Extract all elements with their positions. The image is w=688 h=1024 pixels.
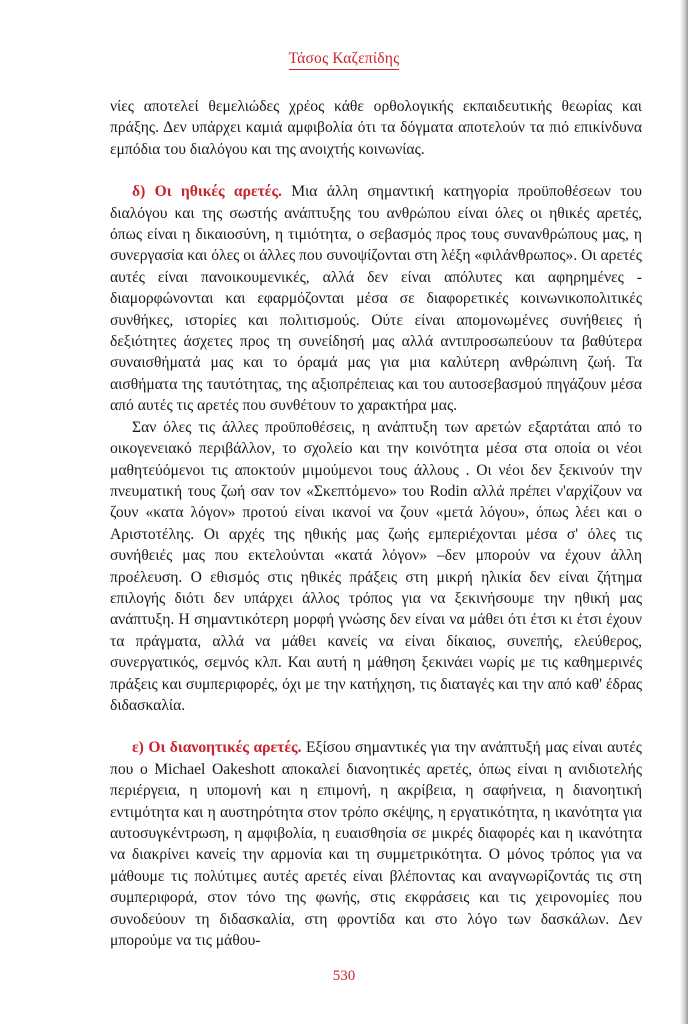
- section-heading-intellectual-virtues: ε) Οι διανοητικές αρετές.: [132, 739, 302, 757]
- page-edge-shadow: [680, 0, 688, 1024]
- body-text: [110, 96, 642, 951]
- running-header-title: Τάσος Καζεπίδης: [289, 50, 400, 70]
- paragraph-text: Μια άλλη σημαντική κατηγορία προϋποθέσεων του διαλόγου και της σωστής ανάπτυξης του ανθρώπου είναι όλες οι ηθικές αρετές, όπως είναι η δικαιοσύνη, η τιμιότητα, ο σεβασμός προς τους συνανθρώπους μας, η συνεργασία και όλες οι άλλες που συνοψίζονται στη λέξη «φιλάνθρωπος». Οι αρετές αυτές είναι πανοικουμενικές, αλλά δεν είναι απόλυτες και αφηρημένες - διαμορφώνονται και εφαρμόζονται μέσα σε διαφορετικές κοινωνικοπολιτικές συνθήκες, ιστορίες και πολιτισμούς. Ούτε είναι απομονωμένες συνήθειες ή δεξιότητες άσχετες προς τη συνείδησή μας αλλά αντιπροσωπεύουν τα βαθύτερα συναισθήματά μας και το όραμά μας για μια καλύτερη ανθρώπινη ζωή. Τα αισθήματα της ταυτότητας, της αξιοπρέπειας και του αυτοσεβασμού πηγάζουν μέσα από αυτές τις αρετές που συνθέτουν το χαρακτήρα μας.: [110, 183, 642, 415]
- section-heading-moral-virtues: δ) Οι ηθικές αρετές.: [132, 183, 282, 201]
- paragraph-text: Εξίσου σημαντικές για την ανάπτυξή μας είναι αυτές που ο Michael Oakeshott αποκαλεί διανοητικές αρετές, όπως είναι η ανιδιοτελής περιέργεια, η υπομονή και η επιμονή, η ακρίβεια, η σαφήνεια, η διανοητική εντιμότητα και η αυστηρότητα στον τρόπο σκέψης, η εργατικότητα, η ικανότητα για αυτοσυγκέντρωση, η αμφιβολία, η ευαισθησία σε μικρές διαφορές και η ικανότητα να διακρίνει κανείς την αρμονία και τη συμμετρικότητα. Ο μόνος τρόπος για να μάθουμε τις πολύτιμες αυτές αρετές είναι βλέποντας και αναγνωρίζοντάς τις στη συμπεριφορά, στον τόνο της φωνής, στις εκφράσεις και τις χειρονομίες που συνοδεύουν τη διδασκαλία, στη φροντίδα και στο λόγο των δασκάλων. Δεν μπορούμε να τις μάθου-: [110, 739, 642, 950]
- paragraph-moral-virtues: [110, 181, 642, 416]
- paragraph-intellectual-virtues: [110, 737, 642, 951]
- paragraph-continuation: [110, 96, 642, 160]
- paragraph-text: Σαν όλες τις άλλες προϋποθέσεις, η ανάπτυξη των αρετών εξαρτάται από το οικογενειακό περιβάλλον, το σχολείο και την κοινότητα μέσα στα οποία οι νέοι μαθητεύόμενοι τις αποκτούν μιμούμενοι τους άλλους . Οι νέοι δεν ξεκινούν την πνευματική τους ζωή σαν τον «Σκεπτόμενο» του Rodin αλλά πρέπει ν'αρχίζουν να ζουν «κατα λόγον» προτού είναι ικανοί να ζουν «μετά λόγου», όπως λέει και ο Αριστοτέλης. Οι αρχές της ηθικής μας ζωής εμπεριέχονται μέσα σ' όλες τις συνήθειές μας που εκτελούνται «κατά λόγον» –δεν μπορούν να έχουν άλλη προέλευση. Ο εθισμός στις ηθικές πράξεις στη μικρή ηλικία δεν είναι ζήτημα επιλογής διότι δεν υπάρχει άλλος τρόπος για να ξεκινήσουμε την ηθική μας ανάπτυξη. Η σημαντικότερη μορφή γνώσης δεν είναι να μάθει ότι έτσι κι έτσι έχουν τα πράγματα, αλλά να μάθει κανείς να είναι δίκαιος, συνεπής, ελεύθερος, συνεργατικός, σεμνός κλπ. Και αυτή η μάθηση ξεκινάει νωρίς με τις καθημερινές πράξεις και συμπεριφορές, όχι με την κατήχηση, τις διαταγές και την από καθ' έδρας διδασκαλία.: [110, 418, 642, 714]
- running-header: [0, 50, 688, 70]
- page-number: 530: [332, 968, 356, 984]
- paragraph-text: νίες αποτελεί θεμελιώδες χρέος κάθε ορθολογικής εκπαιδευτικής θεωρίας και πράξης. Δεν υπάρχει καμιά αμφιβολία ότι τα δόγματα αποτελούν τα πιό επικίνδυνα εμπόδια του διαλόγου και της ανοιχτής κοινωνίας.: [110, 98, 642, 158]
- paragraph-virtue-development: [110, 417, 642, 717]
